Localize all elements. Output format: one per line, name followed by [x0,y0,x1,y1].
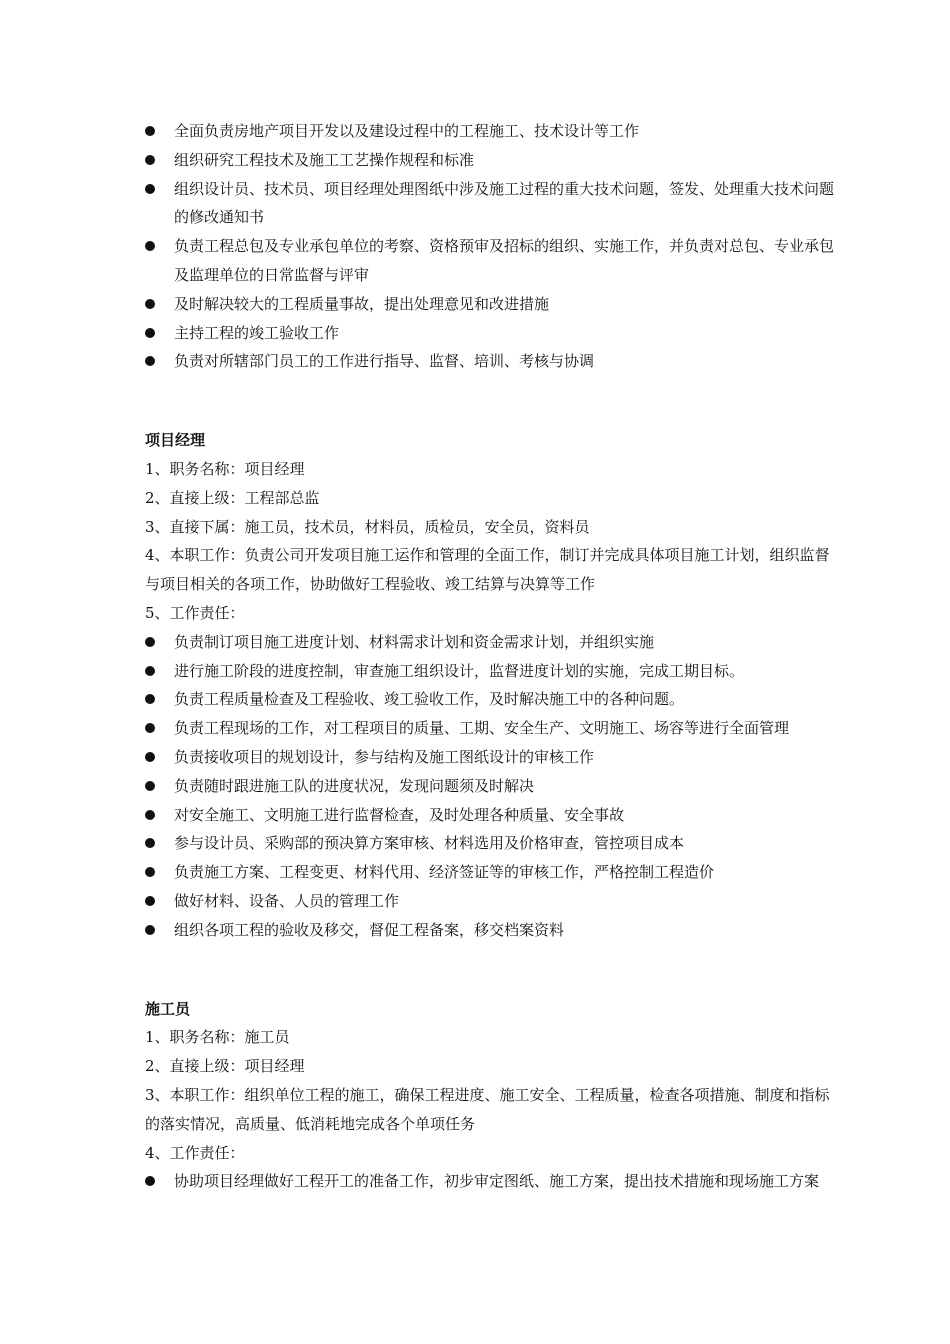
list-item [145,772,835,801]
list-item [145,628,835,657]
worker-responsibilities-heading: 4、工作责任： [145,1143,245,1162]
worker-main-duty-line: 3、本职工作：组织单位工程的施工，确保工程进度、施工安全、工程质量，检查各项措施、制度和指标的落实情况，高质量、低消耗地完成各个单项任务 [145,1085,830,1133]
list-item-text: 全面负责房地产项目开发以及建设过程中的工程施工、技术设计等工作 [174,122,640,140]
list-item [145,801,835,830]
list-item [145,117,835,146]
bullet-icon [145,356,155,366]
list-item-text: 负责施工方案、工程变更、材料代用、经济签证等的审核工作，严格控制工程造价 [174,863,715,882]
pm-supervisor-line: 2、直接上级：工程部总监 [145,488,320,507]
list-item [145,887,835,916]
list-item [145,232,835,290]
list-item [145,685,835,714]
bullet-icon [145,925,155,935]
pm-subordinates-line: 3、直接下属：施工员，技术员，材料员，质检员，安全员，资料员 [145,517,590,536]
document-page [145,117,835,1196]
section-spacer [145,945,835,995]
section-title-project-manager: 项目经理 [145,431,206,450]
bullet-icon [145,241,155,251]
section-spacer [145,376,835,426]
bullet-icon [145,867,155,877]
list-item-text: 组织研究工程技术及施工工艺操作规程和标准 [174,150,475,169]
bullet-icon [145,723,155,733]
bullet-icon [145,1176,155,1186]
list-item-text: 负责工程质量检查及工程验收、竣工验收工作，及时解决施工中的各种问题。 [174,690,685,709]
list-item-text: 进行施工阶段的进度控制，审查施工组织设计，监督进度计划的实施，完成工期目标。 [174,661,745,680]
bullet-icon [145,637,155,647]
list-item [145,290,835,319]
list-item [145,858,835,887]
bullet-icon [145,666,155,676]
section-title-construction-worker: 施工员 [145,999,191,1018]
list-item-text: 组织设计员、技术员、项目经理处理图纸中涉及施工过程的重大技术问题，签发、处理重大技术问题的修改通知书 [174,179,835,227]
worker-duties-list [145,1167,835,1196]
list-item [145,829,835,858]
bullet-icon [145,838,155,848]
list-item-text: 负责接收项目的规划设计，参与结构及施工图纸设计的审核工作 [174,747,595,766]
list-item-text: 负责工程总包及专业承包单位的考察、资格预审及招标的组织、实施工作，并负责对总包、专业承包及监理单位的日常监督与评审 [174,237,835,284]
bullet-icon [145,781,155,791]
section-construction-worker [145,995,835,1197]
list-item [145,175,835,233]
pm-responsibilities-heading: 5、工作责任： [145,603,245,622]
bullet-icon [145,896,155,906]
list-item-text: 及时解决较大的工程质量事故，提出处理意见和改进措施 [174,294,550,313]
list-item-text: 负责对所辖部门员工的工作进行指导、监督、培训、考核与协调 [174,352,595,371]
list-item [145,347,835,376]
list-item-text: 负责随时跟进施工队的进度状况，发现问题须及时解决 [174,776,535,795]
pm-job-title-line: 1、职务名称：项目经理 [145,459,305,478]
list-item-text: 对安全施工、文明施工进行监督检查，及时处理各种质量、安全事故 [174,805,625,824]
bullet-icon [145,126,155,136]
section-project-manager [145,426,835,944]
worker-supervisor-line: 2、直接上级：项目经理 [145,1057,305,1076]
list-item-text: 组织各项工程的验收及移交，督促工程备案，移交档案资料 [174,920,565,939]
bullet-icon [145,299,155,309]
list-item-text: 主持工程的竣工验收工作 [174,323,340,342]
bullet-icon [145,810,155,820]
bullet-icon [145,184,155,194]
list-item-text: 协助项目经理做好工程开工的准备工作，初步审定图纸、施工方案，提出技术措施和现场施工方案 [174,1172,820,1191]
list-item [145,319,835,348]
bullet-icon [145,328,155,338]
list-item [145,743,835,772]
bullet-icon [145,694,155,704]
list-item-text: 负责制订项目施工进度计划、材料需求计划和资金需求计划，并组织实施 [174,632,655,651]
list-item-text: 做好材料、设备、人员的管理工作 [174,891,400,910]
bullet-icon [145,155,155,165]
list-item-text: 负责工程现场的工作，对工程项目的质量、工期、安全生产、文明施工、场容等进行全面管理 [174,719,790,738]
duties-list-top [145,117,835,376]
list-item [145,146,835,175]
pm-main-duty-line: 4、本职工作：负责公司开发项目施工运作和管理的全面工作，制订并完成具体项目施工计划，组织监督与项目相关的各项工作，协助做好工程验收、竣工结算与决算等工作 [145,546,830,594]
list-item-text: 参与设计员、采购部的预决算方案审核、材料选用及价格审查，管控项目成本 [174,834,685,853]
list-item [145,657,835,686]
list-item [145,1167,835,1196]
bullet-icon [145,752,155,762]
worker-job-title-line: 1、职务名称：施工员 [145,1028,290,1047]
list-item [145,916,835,945]
pm-duties-list [145,628,835,945]
list-item [145,714,835,743]
